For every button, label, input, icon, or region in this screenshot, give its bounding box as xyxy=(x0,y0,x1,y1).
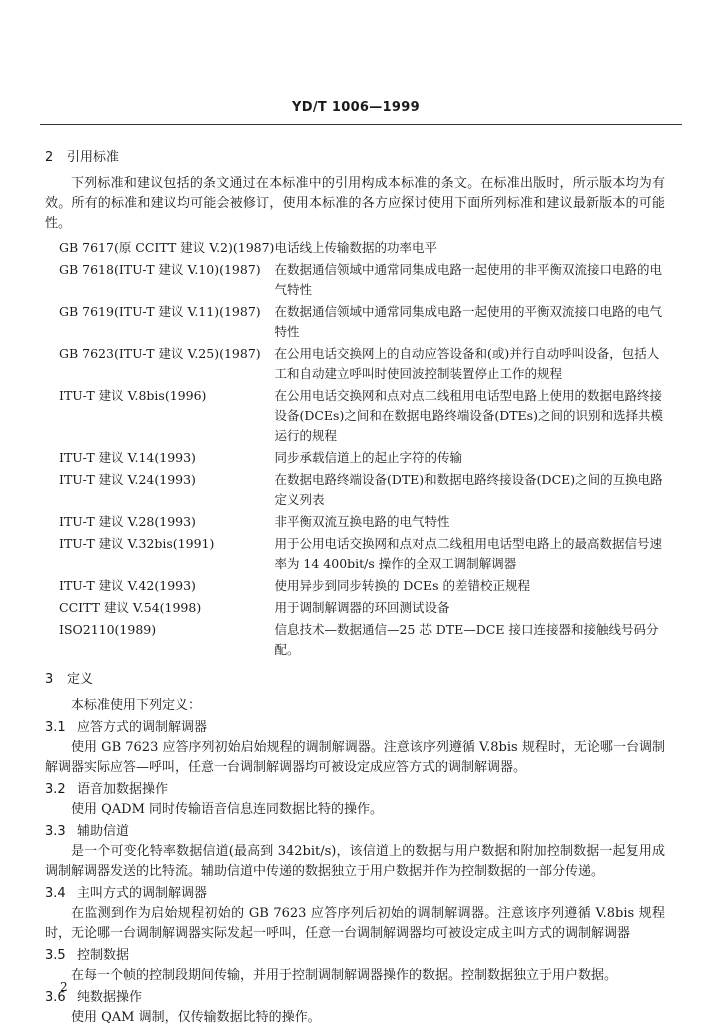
reference-row xyxy=(59,302,665,344)
page-number: 2 xyxy=(60,980,68,994)
definition-body: 在监测到作为启始规程初始的 GB 7623 应答序列后初始的调制解调器。注意该序列遵循 V.8bis 规程时，无论哪一台调制解调器实际发起一呼叫，任意一台调制解调器均可被设定成主叫方式的调制解调器 xyxy=(45,906,665,941)
definition-term: 主叫方式的调制解调器 xyxy=(77,886,208,901)
definition-number: 3.5 xyxy=(45,948,66,963)
page-body xyxy=(45,148,665,1028)
reference-code: ITU-T 建议 V.32bis(1991) xyxy=(59,536,215,551)
document-code: YD/T 1006—1999 xyxy=(292,100,420,115)
section-3-title: 定义 xyxy=(67,672,94,687)
definition-heading xyxy=(45,780,665,800)
definition-list xyxy=(45,718,665,1028)
reference-row xyxy=(59,576,665,598)
definition-heading xyxy=(45,946,665,966)
reference-row xyxy=(59,238,665,260)
definition-heading xyxy=(45,884,665,904)
definition-item xyxy=(45,718,665,778)
reference-title: 在公用电话交换网上的自动应答设备和(或)并行自动呼叫设备，包括人工和自动建立呼叫时使回波控制装置停止工作的规程 xyxy=(274,346,660,381)
definition-number: 3.4 xyxy=(45,886,66,901)
reference-title: 在数据通信领域中通常同集成电路一起使用的平衡双流接口电路的电气特性 xyxy=(274,304,662,339)
definition-body: 在每一个帧的控制段期间传输，并用于控制调制解调器操作的数据。控制数据独立于用户数据。 xyxy=(71,968,618,983)
section-3-heading xyxy=(45,670,665,690)
reference-code: ITU-T 建议 V.14(1993) xyxy=(59,450,196,465)
definition-heading xyxy=(45,988,665,1008)
reference-row xyxy=(59,448,665,470)
reference-code: ISO2110(1989) xyxy=(59,622,157,637)
section-2-number: 2 xyxy=(45,150,54,165)
definition-body: 使用 QAM 调制，仅传输数据比特的操作。 xyxy=(71,1010,321,1025)
definition-body: 使用 QADM 同时传输语音信息连同数据比特的操作。 xyxy=(71,802,384,817)
definition-number: 3.3 xyxy=(45,824,66,839)
definition-number: 3.1 xyxy=(45,720,66,735)
definition-term: 语音加数据操作 xyxy=(77,782,169,797)
definition-number: 3.6 xyxy=(45,990,66,1005)
reference-code: ITU-T 建议 V.8bis(1996) xyxy=(59,388,207,403)
section-2-title: 引用标准 xyxy=(67,150,120,165)
reference-title: 同步承载信道上的起止字符的传输 xyxy=(274,450,462,465)
reference-row xyxy=(59,534,665,576)
reference-code: GB 7617(原 CCITT 建议 V.2)(1987) xyxy=(59,240,275,255)
reference-title: 在数据通信领域中通常同集成电路一起使用的非平衡双流接口电路的电气特性 xyxy=(274,262,662,297)
reference-title: 在数据电路终端设备(DTE)和数据电路终接设备(DCE)之间的互换电路定义列表 xyxy=(274,472,663,507)
reference-code: GB 7618(ITU-T 建议 V.10)(1987) xyxy=(59,262,261,277)
reference-title: 信息技术—数据通信—25 芯 DTE—DCE 接口连接器和接触线号码分配。 xyxy=(274,622,659,657)
definition-term: 纯数据操作 xyxy=(77,990,143,1005)
definition-term: 控制数据 xyxy=(77,948,130,963)
reference-row xyxy=(59,620,665,662)
section-3 xyxy=(45,670,665,1028)
reference-title: 用于公用电话交换网和点对点二线租用电话型电路上的最高数据信号速率为 14 400bit/s 操作的全双工调制解调器 xyxy=(274,536,662,571)
definition-term: 辅助信道 xyxy=(77,824,130,839)
definition-number: 3.2 xyxy=(45,782,66,797)
section-3-intro: 本标准使用下列定义： xyxy=(71,698,202,713)
reference-list xyxy=(59,238,665,662)
reference-title: 使用异步到同步转换的 DCEs 的差错校正规程 xyxy=(274,578,531,593)
reference-code: GB 7623(ITU-T 建议 V.25)(1987) xyxy=(59,346,261,361)
reference-code: ITU-T 建议 V.24(1993) xyxy=(59,472,196,487)
reference-row xyxy=(59,470,665,512)
definition-body: 是一个可变化特率数据信道(最高到 342bit/s)，该信道上的数据与用户数据和附加控制数据一起复用成调制解调器发送的比特流。辅助信道中传递的数据独立于用户数据并作为控制数据的一部分传递。 xyxy=(45,844,665,879)
definition-item xyxy=(45,780,665,820)
reference-code: GB 7619(ITU-T 建议 V.11)(1987) xyxy=(59,304,261,319)
reference-row xyxy=(59,512,665,534)
reference-row xyxy=(59,598,665,620)
header-rule xyxy=(40,124,682,125)
section-3-number: 3 xyxy=(45,672,54,687)
definition-item xyxy=(45,884,665,944)
reference-code: ITU-T 建议 V.42(1993) xyxy=(59,578,196,593)
definition-item xyxy=(45,988,665,1028)
reference-code: CCITT 建议 V.54(1998) xyxy=(59,600,202,615)
reference-title: 非平衡双流互换电路的电气特性 xyxy=(274,514,450,529)
definition-item xyxy=(45,822,665,882)
reference-row xyxy=(59,260,665,302)
section-2-heading xyxy=(45,148,665,168)
definition-heading xyxy=(45,718,665,738)
reference-title: 电话线上传输数据的功率电平 xyxy=(274,240,437,255)
reference-row xyxy=(59,386,665,448)
definition-body: 使用 GB 7623 应答序列初始启始规程的调制解调器。注意该序列遵循 V.8bis 规程时，无论哪一台调制解调器实际应答—呼叫，任意一台调制解调器均可被设定成应答方式的调制解调器。 xyxy=(45,740,665,775)
reference-title: 用于调制解调器的环回测试设备 xyxy=(274,600,450,615)
definition-item xyxy=(45,946,665,986)
section-2-intro: 下列标准和建议包括的条文通过在本标准中的引用构成本标准的条文。在标准出版时，所示版本均为有效。所有的标准和建议均可能会被修订，使用本标准的各方应探讨使用下面所列标准和建议最新版本的可能性。 xyxy=(45,176,665,231)
definition-term: 应答方式的调制解调器 xyxy=(77,720,208,735)
section-2 xyxy=(45,148,665,662)
reference-row xyxy=(59,344,665,386)
reference-title: 在公用电话交换网和点对点二线租用电话型电路上使用的数据电路终接设备(DCEs)之间和在数据电路终端设备(DTEs)之间的识别和选择共模运行的规程 xyxy=(274,388,663,443)
definition-heading xyxy=(45,822,665,842)
reference-code: ITU-T 建议 V.28(1993) xyxy=(59,514,196,529)
